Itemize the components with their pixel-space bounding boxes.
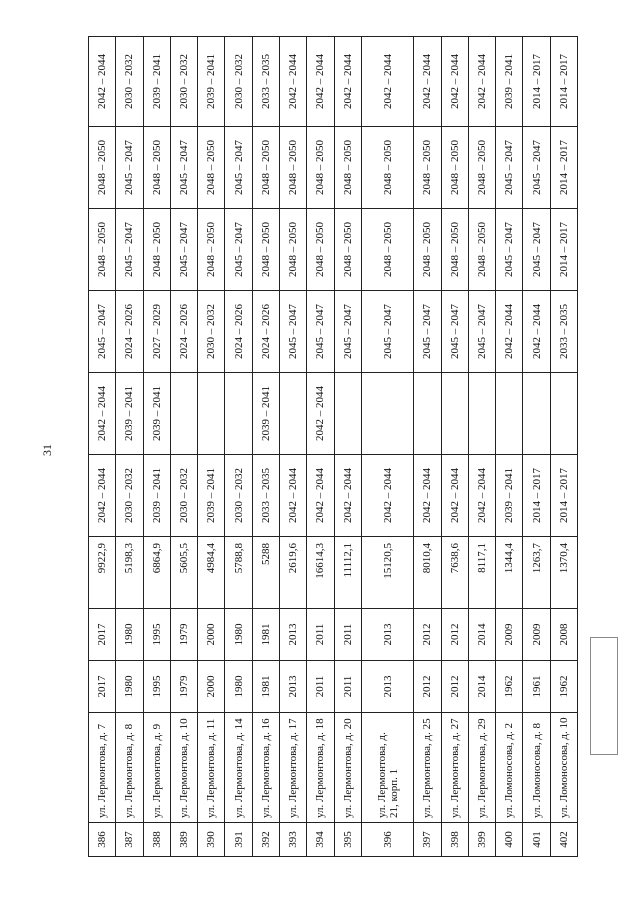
period-cell-1: 2039 – 2041 <box>198 455 225 537</box>
period-cell-3: 2033 – 2035 <box>550 291 577 373</box>
period-cell-5: 2045 – 2047 <box>225 127 252 209</box>
period-cell-6: 2042 – 2044 <box>361 37 413 127</box>
period-cell-5: 2045 – 2047 <box>116 127 143 209</box>
row-number-cell: 399 <box>468 823 495 857</box>
period-cell-5: 2045 – 2047 <box>170 127 197 209</box>
period-cell-5: 2048 – 2050 <box>441 127 468 209</box>
period-cell-6: 2030 – 2032 <box>116 37 143 127</box>
table-row <box>523 37 550 857</box>
period-cell-3: 2024 – 2026 <box>252 291 279 373</box>
address-cell: ул. Лермонтова, д. 17 <box>279 713 306 823</box>
commission-year-cell: 2012 <box>441 609 468 661</box>
area-cell: 11112,1 <box>334 537 361 609</box>
period-cell-2 <box>550 373 577 455</box>
row-number-cell: 391 <box>225 823 252 857</box>
build-year-cell: 2013 <box>361 661 413 713</box>
area-cell: 8117,1 <box>468 537 495 609</box>
area-cell: 7638,6 <box>441 537 468 609</box>
area-cell: 1263,7 <box>523 537 550 609</box>
period-cell-2 <box>170 373 197 455</box>
period-cell-3: 2045 – 2047 <box>89 291 116 373</box>
period-cell-2 <box>523 373 550 455</box>
period-cell-5: 2045 – 2047 <box>523 127 550 209</box>
commission-year-cell: 2017 <box>89 609 116 661</box>
period-cell-1: 2030 – 2032 <box>170 455 197 537</box>
address-cell: ул. Ломоносова, д. 2 <box>496 713 523 823</box>
area-cell: 4984,4 <box>198 537 225 609</box>
table-body <box>89 37 578 857</box>
period-cell-3: 2045 – 2047 <box>361 291 413 373</box>
area-cell: 1370,4 <box>550 537 577 609</box>
period-cell-6: 2014 – 2017 <box>523 37 550 127</box>
period-cell-4: 2045 – 2047 <box>496 209 523 291</box>
row-number-cell: 396 <box>361 823 413 857</box>
row-number-cell: 393 <box>279 823 306 857</box>
period-cell-4: 2045 – 2047 <box>116 209 143 291</box>
address-cell: ул. Лермонтова, д. 20 <box>334 713 361 823</box>
build-year-cell: 1962 <box>550 661 577 713</box>
address-cell: ул. Лермонтова, д. 9 <box>143 713 170 823</box>
period-cell-2: 2039 – 2041 <box>252 373 279 455</box>
build-year-cell: 2017 <box>89 661 116 713</box>
period-cell-5: 2048 – 2050 <box>361 127 413 209</box>
period-cell-4: 2048 – 2050 <box>361 209 413 291</box>
period-cell-1: 2030 – 2032 <box>225 455 252 537</box>
rotated-table-container <box>88 37 578 857</box>
row-number-cell: 394 <box>307 823 334 857</box>
period-cell-4: 2045 – 2047 <box>170 209 197 291</box>
area-cell: 2619,6 <box>279 537 306 609</box>
row-number-cell: 389 <box>170 823 197 857</box>
period-cell-2 <box>225 373 252 455</box>
build-year-cell: 1980 <box>116 661 143 713</box>
period-cell-4: 2045 – 2047 <box>225 209 252 291</box>
row-number-cell: 401 <box>523 823 550 857</box>
build-year-cell: 2000 <box>198 661 225 713</box>
table-row <box>198 37 225 857</box>
address-cell: ул. Лермонтова, д. 27 <box>441 713 468 823</box>
period-cell-2: 2042 – 2044 <box>307 373 334 455</box>
period-cell-4: 2048 – 2050 <box>414 209 441 291</box>
table-row <box>143 37 170 857</box>
table-row <box>279 37 306 857</box>
period-cell-6: 2039 – 2041 <box>496 37 523 127</box>
address-cell: ул. Лермонтова, д. 8 <box>116 713 143 823</box>
period-cell-1: 2014 – 2017 <box>550 455 577 537</box>
table-row <box>225 37 252 857</box>
table-row <box>550 37 577 857</box>
commission-year-cell: 2011 <box>307 609 334 661</box>
commission-year-cell: 2011 <box>334 609 361 661</box>
address-cell: ул. Лермонтова, д. 16 <box>252 713 279 823</box>
address-cell: ул. Лермонтова, д. 10 <box>170 713 197 823</box>
build-year-cell: 1981 <box>252 661 279 713</box>
period-cell-1: 2039 – 2041 <box>143 455 170 537</box>
period-cell-1: 2042 – 2044 <box>361 455 413 537</box>
table-row <box>170 37 197 857</box>
period-cell-1: 2030 – 2032 <box>116 455 143 537</box>
commission-year-cell: 2009 <box>496 609 523 661</box>
commission-year-cell: 1980 <box>225 609 252 661</box>
address-cell: ул. Лермонтова, д. 11 <box>198 713 225 823</box>
period-cell-5: 2048 – 2050 <box>279 127 306 209</box>
period-cell-5: 2048 – 2050 <box>89 127 116 209</box>
table-row <box>468 37 495 857</box>
build-year-cell: 2011 <box>307 661 334 713</box>
period-cell-6: 2030 – 2032 <box>225 37 252 127</box>
period-cell-6: 2042 – 2044 <box>468 37 495 127</box>
commission-year-cell: 2008 <box>550 609 577 661</box>
area-cell: 5198,3 <box>116 537 143 609</box>
period-cell-5: 2048 – 2050 <box>307 127 334 209</box>
build-year-cell: 1980 <box>225 661 252 713</box>
table-row <box>414 37 441 857</box>
period-cell-6: 2042 – 2044 <box>334 37 361 127</box>
row-number-cell: 388 <box>143 823 170 857</box>
table-row <box>252 37 279 857</box>
document-stamp <box>590 637 618 755</box>
period-cell-1: 2039 – 2041 <box>496 455 523 537</box>
area-cell: 9922,9 <box>89 537 116 609</box>
period-cell-2 <box>279 373 306 455</box>
period-cell-2 <box>414 373 441 455</box>
row-number-cell: 386 <box>89 823 116 857</box>
period-cell-6: 2030 – 2032 <box>170 37 197 127</box>
period-cell-6: 2042 – 2044 <box>89 37 116 127</box>
housing-repair-schedule-table <box>88 36 578 857</box>
period-cell-6: 2042 – 2044 <box>441 37 468 127</box>
table-row <box>334 37 361 857</box>
area-cell: 6864,9 <box>143 537 170 609</box>
period-cell-4: 2048 – 2050 <box>307 209 334 291</box>
address-cell: ул. Лермонтова, д. 18 <box>307 713 334 823</box>
build-year-cell: 2011 <box>334 661 361 713</box>
period-cell-3: 2024 – 2026 <box>225 291 252 373</box>
period-cell-4: 2048 – 2050 <box>198 209 225 291</box>
row-number-cell: 398 <box>441 823 468 857</box>
commission-year-cell: 2013 <box>279 609 306 661</box>
table-row <box>89 37 116 857</box>
build-year-cell: 1961 <box>523 661 550 713</box>
period-cell-1: 2042 – 2044 <box>89 455 116 537</box>
period-cell-3: 2024 – 2026 <box>116 291 143 373</box>
period-cell-2 <box>334 373 361 455</box>
period-cell-1: 2042 – 2044 <box>441 455 468 537</box>
period-cell-1: 2014 – 2017 <box>523 455 550 537</box>
row-number-cell: 400 <box>496 823 523 857</box>
row-number-cell: 402 <box>550 823 577 857</box>
build-year-cell: 2013 <box>279 661 306 713</box>
commission-year-cell: 2013 <box>361 609 413 661</box>
period-cell-1: 2042 – 2044 <box>279 455 306 537</box>
period-cell-4: 2048 – 2050 <box>441 209 468 291</box>
period-cell-5: 2048 – 2050 <box>334 127 361 209</box>
period-cell-4: 2045 – 2047 <box>523 209 550 291</box>
period-cell-3: 2045 – 2047 <box>468 291 495 373</box>
commission-year-cell: 2000 <box>198 609 225 661</box>
build-year-cell: 2012 <box>414 661 441 713</box>
commission-year-cell: 1981 <box>252 609 279 661</box>
period-cell-2 <box>198 373 225 455</box>
period-cell-2 <box>441 373 468 455</box>
address-cell: ул. Лермонтова, д. 25 <box>414 713 441 823</box>
period-cell-4: 2048 – 2050 <box>143 209 170 291</box>
period-cell-1: 2042 – 2044 <box>334 455 361 537</box>
page-number: 31 <box>40 444 54 456</box>
period-cell-6: 2042 – 2044 <box>279 37 306 127</box>
period-cell-1: 2042 – 2044 <box>307 455 334 537</box>
period-cell-1: 2033 – 2035 <box>252 455 279 537</box>
table-row <box>441 37 468 857</box>
period-cell-4: 2048 – 2050 <box>334 209 361 291</box>
period-cell-5: 2014 – 2017 <box>550 127 577 209</box>
period-cell-6: 2014 – 2017 <box>550 37 577 127</box>
address-cell: ул. Лермонтова, д. 14 <box>225 713 252 823</box>
row-number-cell: 387 <box>116 823 143 857</box>
commission-year-cell: 2014 <box>468 609 495 661</box>
period-cell-5: 2048 – 2050 <box>468 127 495 209</box>
period-cell-3: 2027 – 2029 <box>143 291 170 373</box>
area-cell: 15120,5 <box>361 537 413 609</box>
period-cell-4: 2048 – 2050 <box>279 209 306 291</box>
period-cell-2 <box>496 373 523 455</box>
commission-year-cell: 2009 <box>523 609 550 661</box>
build-year-cell: 2014 <box>468 661 495 713</box>
period-cell-3: 2030 – 2032 <box>198 291 225 373</box>
period-cell-6: 2042 – 2044 <box>307 37 334 127</box>
build-year-cell: 2012 <box>441 661 468 713</box>
period-cell-5: 2048 – 2050 <box>252 127 279 209</box>
commission-year-cell: 2012 <box>414 609 441 661</box>
period-cell-2: 2039 – 2041 <box>116 373 143 455</box>
table-row <box>361 37 413 857</box>
period-cell-6: 2039 – 2041 <box>198 37 225 127</box>
commission-year-cell: 1995 <box>143 609 170 661</box>
address-cell: ул. Ломоносова, д. 8 <box>523 713 550 823</box>
address-cell: ул. Ломоносова, д. 10 <box>550 713 577 823</box>
period-cell-3: 2024 – 2026 <box>170 291 197 373</box>
row-number-cell: 390 <box>198 823 225 857</box>
build-year-cell: 1962 <box>496 661 523 713</box>
period-cell-3: 2042 – 2044 <box>523 291 550 373</box>
row-number-cell: 397 <box>414 823 441 857</box>
period-cell-3: 2045 – 2047 <box>307 291 334 373</box>
table-row <box>116 37 143 857</box>
table-row <box>496 37 523 857</box>
commission-year-cell: 1979 <box>170 609 197 661</box>
row-number-cell: 392 <box>252 823 279 857</box>
period-cell-1: 2042 – 2044 <box>414 455 441 537</box>
period-cell-6: 2039 – 2041 <box>143 37 170 127</box>
period-cell-4: 2048 – 2050 <box>468 209 495 291</box>
address-cell: ул. Лермонтова, д. 21, корп. 1 <box>361 713 413 823</box>
period-cell-3: 2045 – 2047 <box>414 291 441 373</box>
period-cell-1: 2042 – 2044 <box>468 455 495 537</box>
period-cell-6: 2042 – 2044 <box>414 37 441 127</box>
period-cell-4: 2014 – 2017 <box>550 209 577 291</box>
period-cell-5: 2045 – 2047 <box>496 127 523 209</box>
area-cell: 8010,4 <box>414 537 441 609</box>
period-cell-6: 2033 – 2035 <box>252 37 279 127</box>
period-cell-5: 2048 – 2050 <box>198 127 225 209</box>
period-cell-3: 2042 – 2044 <box>496 291 523 373</box>
area-cell: 5788,8 <box>225 537 252 609</box>
period-cell-4: 2048 – 2050 <box>89 209 116 291</box>
address-cell: ул. Лермонтова, д. 29 <box>468 713 495 823</box>
row-number-cell: 395 <box>334 823 361 857</box>
period-cell-3: 2045 – 2047 <box>334 291 361 373</box>
build-year-cell: 1995 <box>143 661 170 713</box>
table-row <box>307 37 334 857</box>
period-cell-3: 2045 – 2047 <box>279 291 306 373</box>
area-cell: 5605,5 <box>170 537 197 609</box>
period-cell-2: 2042 – 2044 <box>89 373 116 455</box>
period-cell-3: 2045 – 2047 <box>441 291 468 373</box>
build-year-cell: 1979 <box>170 661 197 713</box>
period-cell-2 <box>468 373 495 455</box>
commission-year-cell: 1980 <box>116 609 143 661</box>
area-cell: 16614,3 <box>307 537 334 609</box>
area-cell: 1344,4 <box>496 537 523 609</box>
period-cell-2 <box>361 373 413 455</box>
period-cell-4: 2048 – 2050 <box>252 209 279 291</box>
period-cell-2: 2039 – 2041 <box>143 373 170 455</box>
area-cell: 5288 <box>252 537 279 609</box>
period-cell-5: 2048 – 2050 <box>143 127 170 209</box>
period-cell-5: 2048 – 2050 <box>414 127 441 209</box>
address-cell: ул. Лермонтова, д. 7 <box>89 713 116 823</box>
